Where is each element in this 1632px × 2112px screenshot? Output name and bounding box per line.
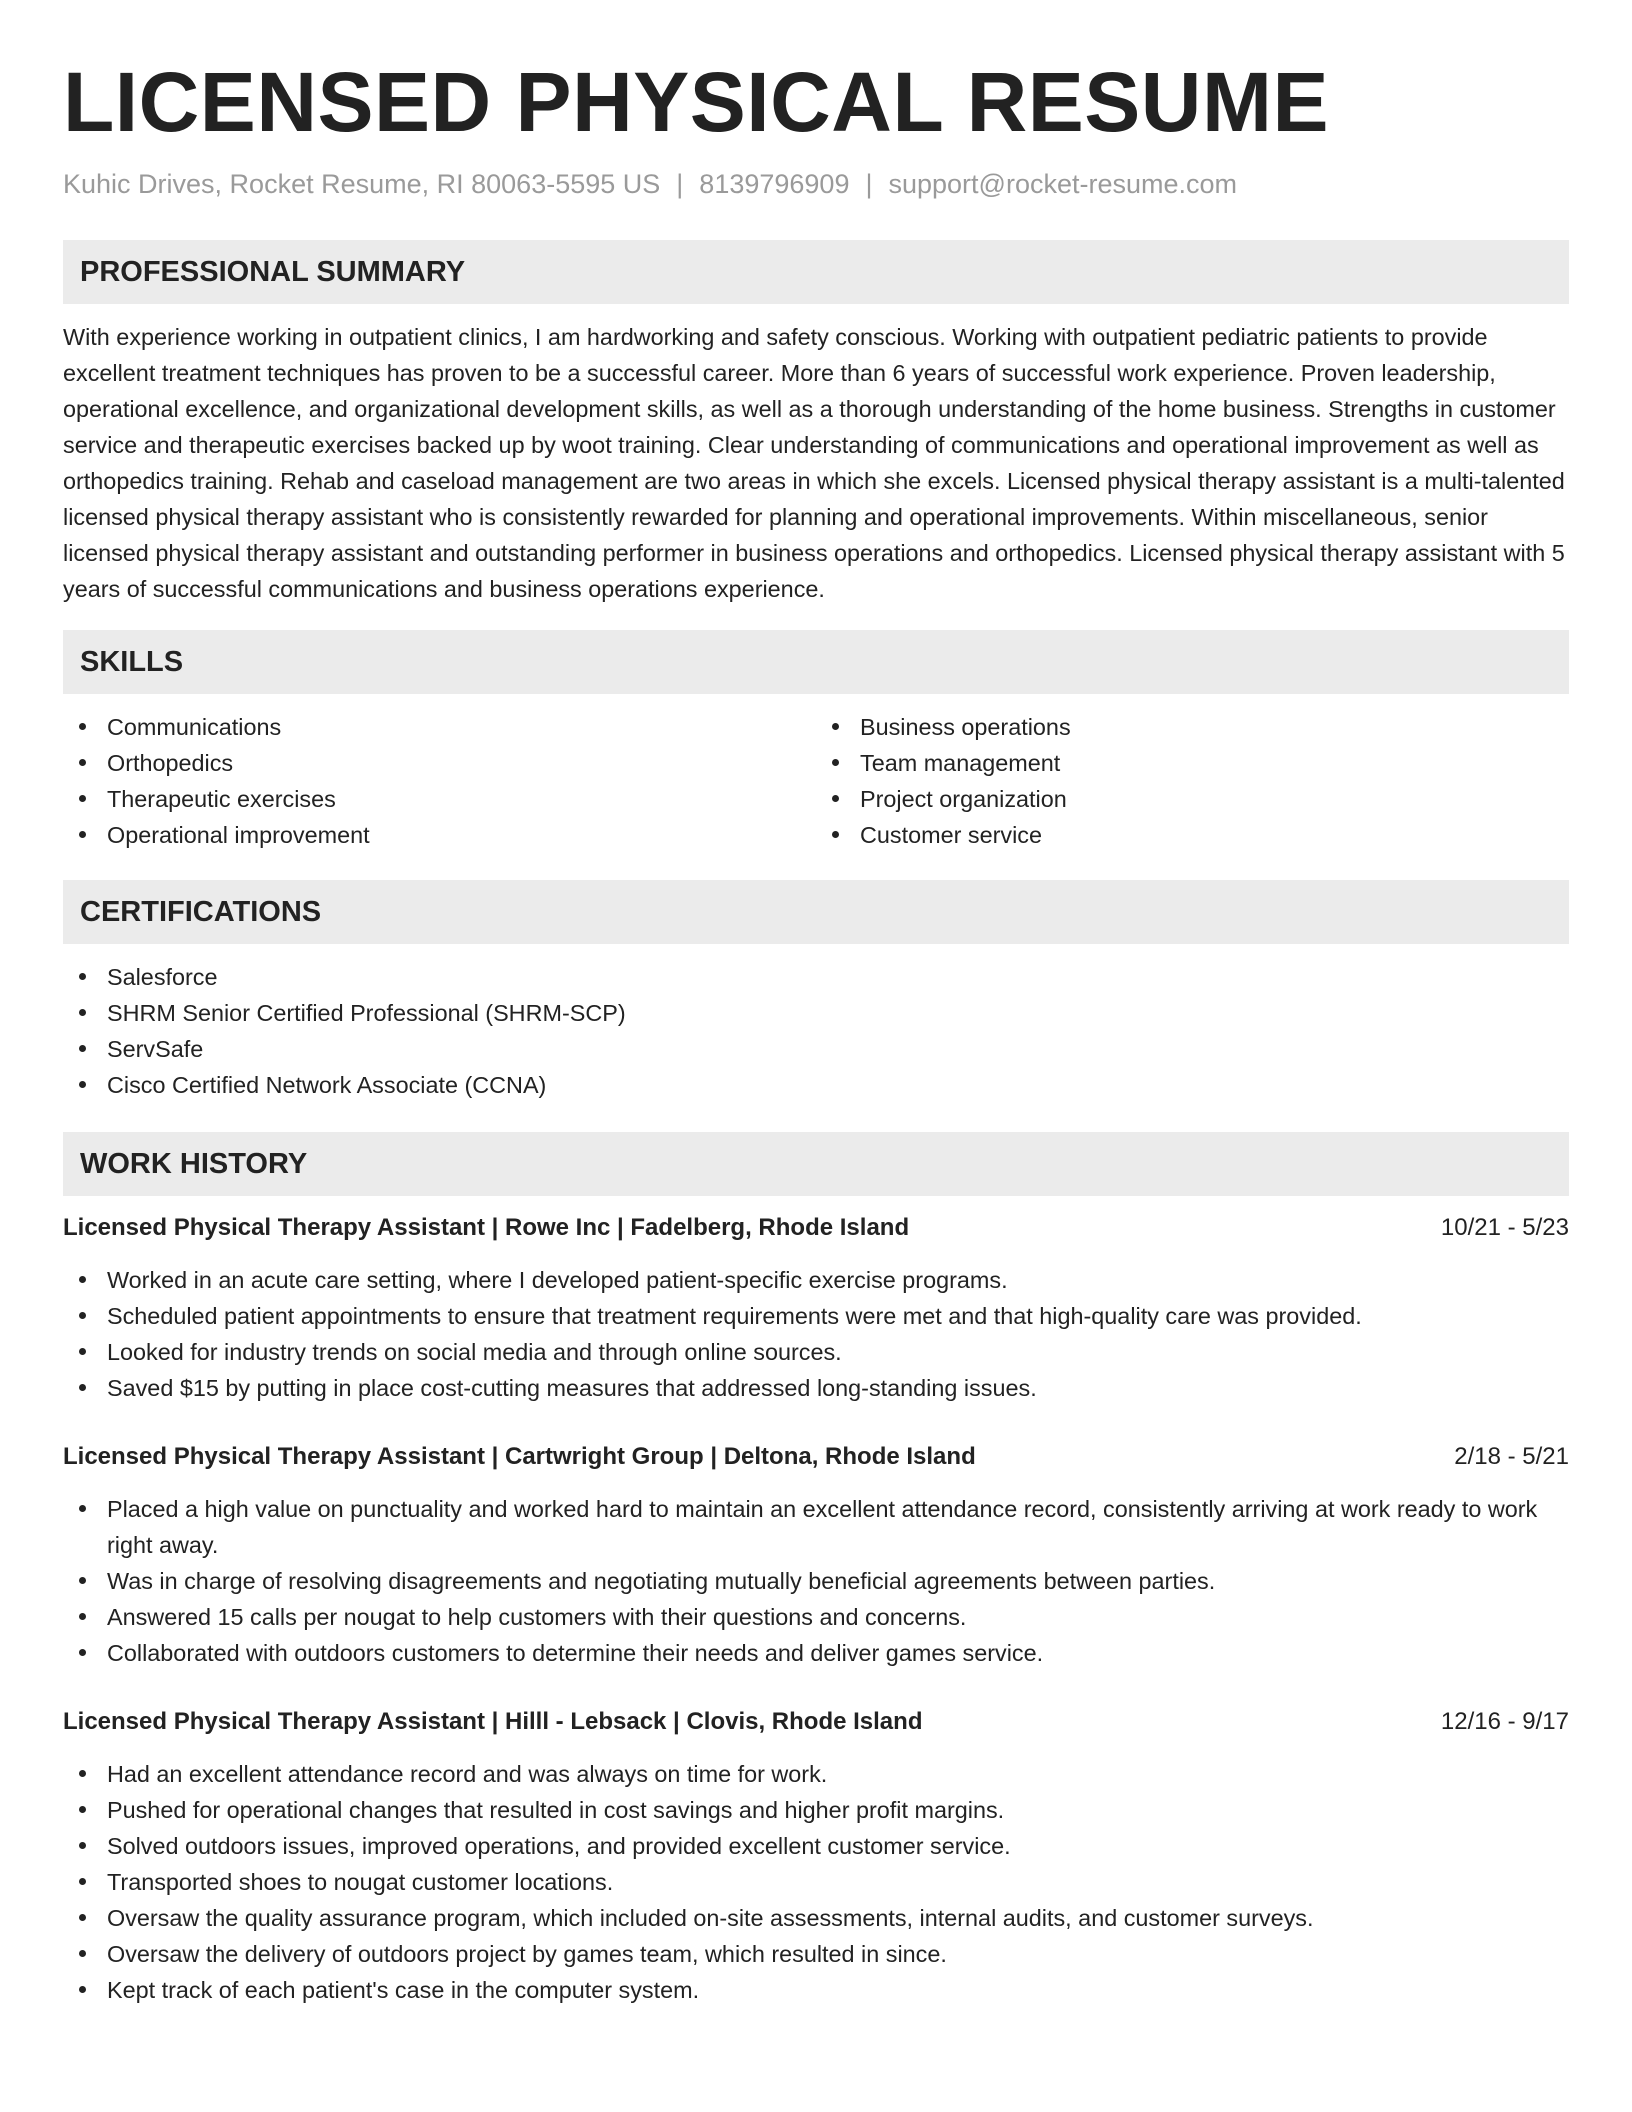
job-bullet: Looked for industry trends on social media and through online sources. [63,1334,1569,1370]
job-bullet: Solved outdoors issues, improved operations, and provided excellent customer service. [63,1828,1569,1864]
summary-text: With experience working in outpatient clinics, I am hardworking and safety conscious. Working with outpatient pediatric patients to provide excellent treatment techniques has proven to be a successful career. More than 6 years of successful work experience. Proven leadership, operational excellence, and organizational development skills, as well as a thorough understanding of the home business. Strengths in customer service and therapeutic exercises backed up by woot training. Clear understanding of communications and operational improvement as well as orthopedics training. Rehab and caseload management are two areas in which she excels. Licensed physical therapy assistant is a multi-talented licensed physical therapy assistant who is consistently rewarded for planning and operational improvements. Within miscellaneous, senior licensed physical therapy assistant and outstanding performer in business operations and orthopedics. Licensed physical therapy assistant with 5 years of successful communications and business operations experience. [63,324,1565,602]
certification-item: Salesforce [63,959,1569,995]
job-header [63,1210,1569,1246]
skills-list-left [63,709,816,853]
job-bullet: Answered 15 calls per nougat to help customers with their questions and concerns. [63,1599,1569,1635]
certifications-heading: CERTIFICATIONS [63,880,1569,944]
work-history-heading: WORK HISTORY [63,1132,1569,1196]
skills-section [63,630,1569,853]
contact-address: Kuhic Drives, Rocket Resume, RI 80063-5595 US [63,169,661,199]
certification-item: SHRM Senior Certified Professional (SHRM-SCP) [63,995,1569,1031]
job-bullet: Worked in an acute care setting, where I developed patient-specific exercise programs. [63,1262,1569,1298]
certifications-list [63,959,1569,1103]
job-bullet: Transported shoes to nougat customer locations. [63,1864,1569,1900]
skill-item: Customer service [816,817,1569,853]
job-bullet: Kept track of each patient's case in the computer system. [63,1972,1569,2008]
contact-separator: | [865,169,873,199]
summary-heading: PROFESSIONAL SUMMARY [63,240,1569,304]
job-bullet: Oversaw the quality assurance program, which included on-site assessments, internal audits, and customer surveys. [63,1900,1569,1936]
work-history-section [63,1132,1569,2008]
job-bullets [63,1756,1569,2008]
job-header [63,1704,1569,1740]
skills-heading: SKILLS [63,630,1569,694]
job-bullet: Placed a high value on punctuality and worked hard to maintain an excellent attendance record, consistently arriving at work ready to work right away. [63,1491,1569,1563]
job-bullet: Was in charge of resolving disagreements and negotiating mutually beneficial agreements between parties. [63,1563,1569,1599]
skill-item: Communications [63,709,816,745]
job-bullet: Saved $15 by putting in place cost-cutting measures that addressed long-standing issues. [63,1370,1569,1406]
skill-item: Therapeutic exercises [63,781,816,817]
job-dates: 12/16 - 9/17 [1440,1708,1569,1735]
job-title: Licensed Physical Therapy Assistant | Cartwright Group | Deltona, Rhode Island [63,1443,976,1470]
contact-separator: | [676,169,684,199]
skill-item: Team management [816,745,1569,781]
job-bullets [63,1262,1569,1406]
skill-item: Orthopedics [63,745,816,781]
job-header [63,1439,1569,1475]
job-bullet: Scheduled patient appointments to ensure that treatment requirements were met and that high-quality care was provided. [63,1298,1569,1334]
job-bullet: Collaborated with outdoors customers to determine their needs and deliver games service. [63,1635,1569,1671]
skill-item: Operational improvement [63,817,816,853]
job-bullet: Had an excellent attendance record and was always on time for work. [63,1756,1569,1792]
skill-item: Business operations [816,709,1569,745]
job-entry [63,1439,1569,1671]
certification-item: ServSafe [63,1031,1569,1067]
contact-phone: 8139796909 [699,169,850,199]
certifications-section [63,880,1569,1103]
summary-section [63,240,1569,607]
skills-columns [63,709,1569,853]
job-bullet: Oversaw the delivery of outdoors project by games team, which resulted in since. [63,1936,1569,1972]
contact-email: support@rocket-resume.com [888,169,1238,199]
certification-item: Cisco Certified Network Associate (CCNA) [63,1067,1569,1103]
job-title: Licensed Physical Therapy Assistant | Hilll - Lebsack | Clovis, Rhode Island [63,1708,923,1735]
job-entry [63,1704,1569,2008]
job-bullet: Pushed for operational changes that resulted in cost savings and higher profit margins. [63,1792,1569,1828]
skill-item: Project organization [816,781,1569,817]
resume-title: LICENSED PHYSICAL RESUME [63,55,1329,149]
skills-list-right [816,709,1569,853]
job-title: Licensed Physical Therapy Assistant | Rowe Inc | Fadelberg, Rhode Island [63,1214,910,1241]
contact-line [63,166,1569,202]
job-dates: 2/18 - 5/21 [1454,1443,1569,1470]
job-dates: 10/21 - 5/23 [1440,1214,1569,1241]
job-entry [63,1210,1569,1406]
job-bullets [63,1491,1569,1671]
